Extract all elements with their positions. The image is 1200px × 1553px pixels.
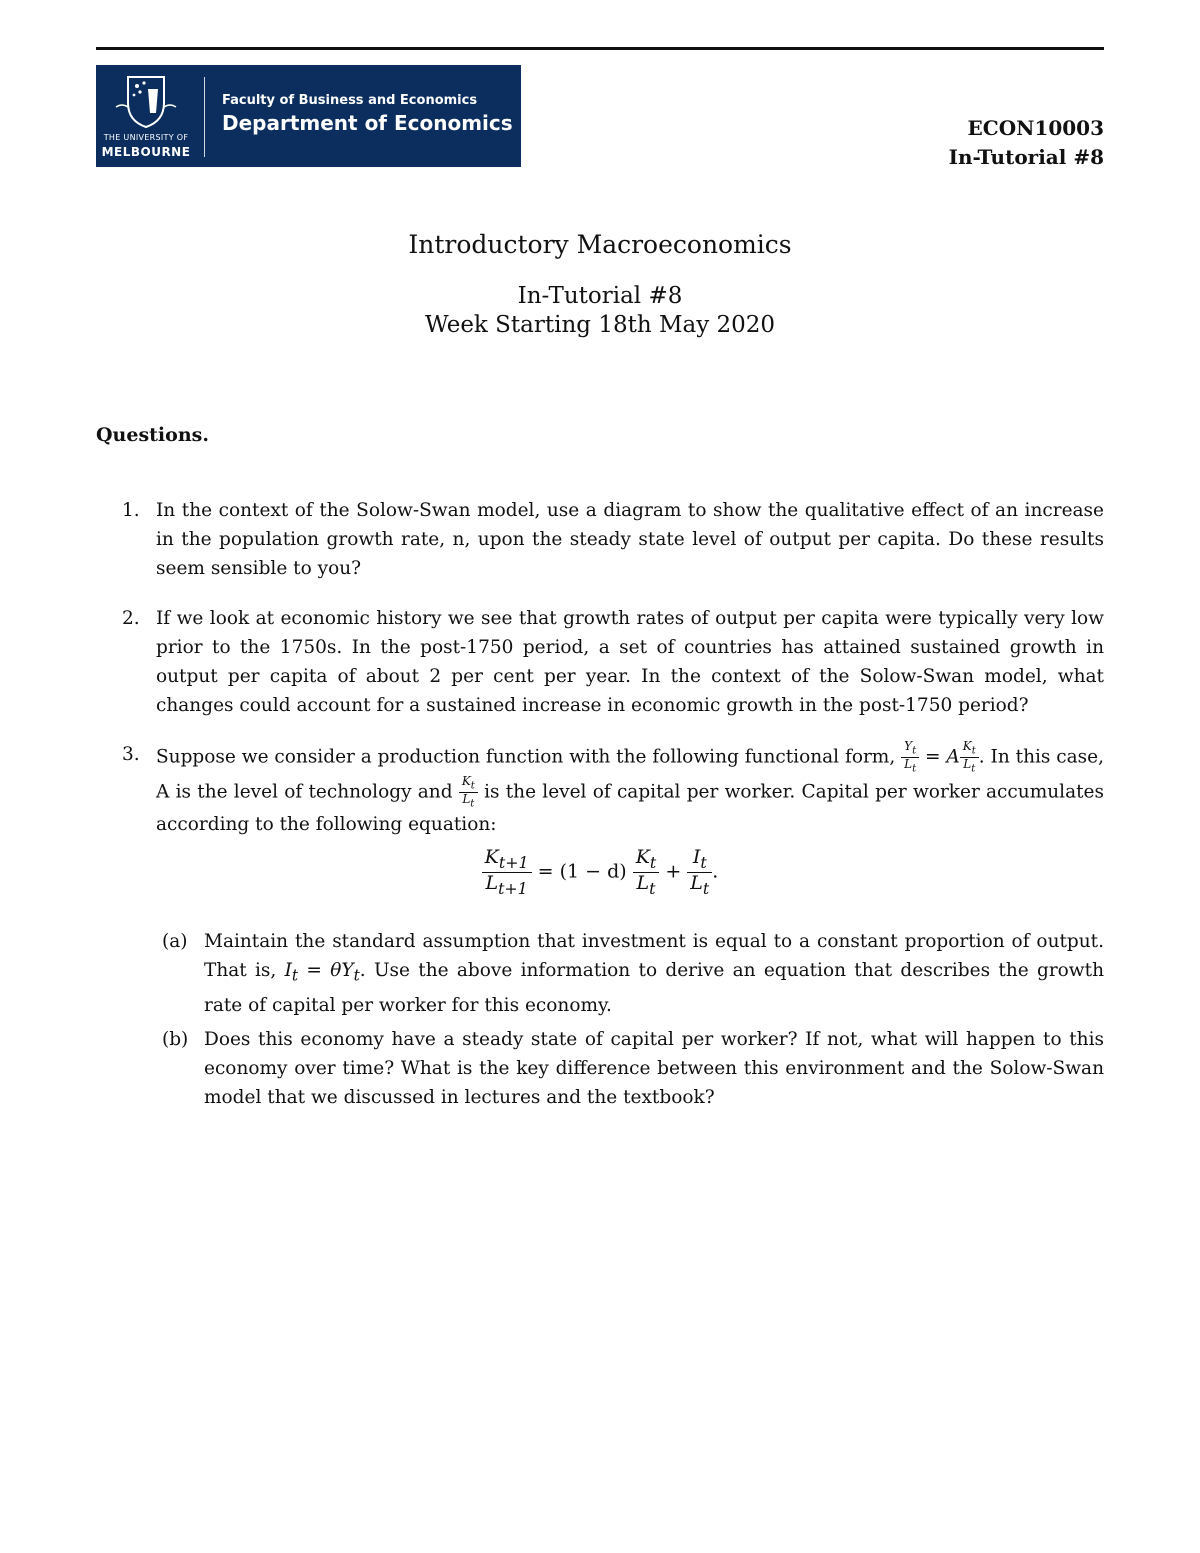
question-text-part: is the level of capital per worker. Capital per worker accumulates according to the following equation: — [156, 781, 1104, 835]
equation-i-fraction: $\frac{I_t}{L_t}$ — [687, 847, 712, 898]
question-number: 1. — [122, 500, 140, 521]
question-number: 2. — [122, 608, 140, 629]
question-number: 3. — [122, 744, 140, 765]
question-text: If we look at economic history we see that growth rates of output per capita were typically very low prior to the 1750s. In the post-1750 period, a set of countries has attained sustained growth in output per capita of about 2 per cent per year. In the context of the Solow-Swan model, what changes could account for a sustained increase in economic growth in the post-1750 period? — [156, 608, 1104, 716]
question-2 — [96, 604, 1104, 720]
sub-question-label: (a) — [162, 931, 188, 952]
sub-question-label: (b) — [162, 1029, 189, 1050]
question-text-part: Suppose we consider a production function with the following functional form, — [156, 746, 896, 768]
output-per-worker-fraction: $\frac{Y_t}{L_t}$ — [901, 740, 919, 775]
equation-lhs-fraction: $\frac{K_{t+1}}{L_{t+1}}$ — [482, 847, 532, 898]
capital-accumulation-equation — [0, 845, 1200, 909]
document-subtitle: In-Tutorial #8 — [517, 283, 683, 309]
tutorial-label: In-Tutorial #8 — [948, 145, 1104, 169]
university-crest-icon — [106, 73, 186, 129]
equation-middle: = (1 − d) — [537, 860, 627, 883]
sub-question-text: Maintain the standard assumption that investment is equal to a constant proportion of output. That is, $I_t = \theta Y_t$. Use the above information to derive an equation that describes the growth rate of capital per worker for this economy. — [204, 931, 1104, 1016]
sub-question-b — [96, 1025, 1104, 1112]
capital-per-worker-fraction: $\frac{K_t}{L_t}$ — [960, 740, 979, 775]
sub-question-a — [96, 927, 1104, 1020]
course-code: ECON10003 — [967, 116, 1104, 140]
week-line: Week Starting 18th May 2020 — [424, 312, 776, 338]
document-title: Introductory Macroeconomics — [408, 230, 792, 259]
questions-heading: Questions. — [96, 424, 209, 446]
investment-formula: $I_t = \theta Y_t$ — [284, 960, 360, 985]
equation-end: . — [712, 860, 719, 883]
university-name-line2: MELBOURNE — [101, 145, 191, 159]
equation-k-fraction: $\frac{K_t}{L_t}$ — [633, 847, 660, 898]
faculty-name: Faculty of Business and Economics — [222, 93, 478, 108]
question-text-part: . In this case, A is the level of technology and — [156, 746, 1104, 803]
question-3 — [96, 740, 1104, 839]
sub-question-text: Does this economy have a steady state of capital per worker? If not, what will happen to this economy over time? What is the key difference between this environment and the Solow-Swan model that we discussed in lectures and the textbook? — [204, 1029, 1104, 1108]
question-text: In the context of the Solow-Swan model, use a diagram to show the qualitative effect of an increase in the population growth rate, n, upon the steady state level of output per capita. Do these results seem sensible to you? — [156, 500, 1104, 579]
university-name-line1: THE UNIVERSITY OF — [103, 133, 189, 142]
university-logo — [96, 65, 521, 167]
equation-plus: + — [665, 860, 682, 883]
top-rule — [96, 47, 1104, 50]
capital-per-worker-fraction: $\frac{K_t}{L_t}$ — [459, 775, 478, 810]
question-text: Suppose we consider a production function with the following functional form, $\frac{Y_t}{L_t}$ = A $\frac{K_t}{L_t}$ . In this case, A is the level of technology and $\frac{K_t}{L_t}$ is the level of capital per worker. Capital per worker accumulates according to the following equation: — [156, 739, 1104, 835]
department-name: Department of Economics — [222, 111, 513, 135]
question-1 — [96, 496, 1104, 583]
logo-divider — [204, 77, 205, 157]
